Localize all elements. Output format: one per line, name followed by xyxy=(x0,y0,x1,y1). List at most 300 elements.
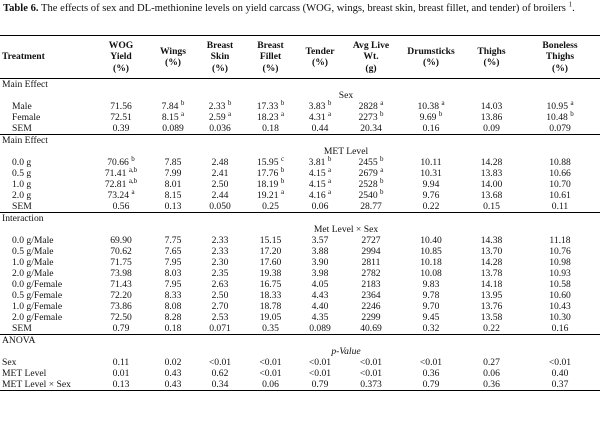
table-cell xyxy=(297,290,343,301)
table-cell xyxy=(520,246,600,257)
table-cell xyxy=(92,257,150,268)
cell-value: 14.28 xyxy=(480,157,503,168)
cell-value: 0.06 xyxy=(262,379,279,390)
table-cell xyxy=(463,179,520,190)
column-header-breast-skin xyxy=(196,36,244,79)
cell-value: 17.76 xyxy=(256,168,279,179)
table-cell xyxy=(463,357,520,368)
table-cell xyxy=(150,123,196,135)
table-cell xyxy=(463,312,520,323)
cell-value: 0.089 xyxy=(162,123,184,134)
cell-value: 2.33 xyxy=(211,246,229,257)
cell-value: 0.15 xyxy=(483,201,500,212)
caption-text: The effects of sex and DL-methionine levels on yield carcass (WOG, wings, breast skin, breast fillet, and tender) of broilers xyxy=(41,3,566,14)
cell-value: 0.40 xyxy=(551,368,569,379)
section-heading-row xyxy=(0,213,600,225)
column-header-tender xyxy=(297,36,343,79)
cell-value: 0.79 xyxy=(422,379,440,390)
table-caption xyxy=(3,2,597,16)
table-cell xyxy=(399,268,463,279)
table-cell xyxy=(399,157,463,168)
row-label-text: Male xyxy=(12,101,32,112)
significance-letter: b xyxy=(380,109,384,118)
row-label xyxy=(0,168,92,179)
row-label-text: 0.0 g/Female xyxy=(12,279,63,290)
cell-value: 71.56 xyxy=(110,101,132,112)
significance-letter: a xyxy=(228,109,232,118)
row-label xyxy=(0,179,92,190)
column-header-line: (%) xyxy=(423,57,439,68)
table-cell xyxy=(196,123,244,135)
cell-value: 0.62 xyxy=(211,368,229,379)
significance-letter: a xyxy=(280,109,285,118)
table-cell xyxy=(399,379,463,391)
cell-value: 0.35 xyxy=(262,323,279,334)
table-cell xyxy=(520,357,600,368)
table-row xyxy=(0,290,600,301)
cell-value: 0.43 xyxy=(164,379,182,390)
table-cell xyxy=(343,312,399,323)
section-subheading xyxy=(92,224,600,235)
section-heading xyxy=(0,135,600,147)
table-cell xyxy=(520,123,600,135)
row-label xyxy=(0,301,92,312)
row-label xyxy=(0,357,92,368)
cell-value: 0.27 xyxy=(483,357,500,368)
table-cell xyxy=(244,109,297,123)
cell-value: 2.44 xyxy=(211,190,229,201)
table-cell xyxy=(343,165,399,179)
cell-value: 18.78 xyxy=(259,301,282,312)
column-header-line: Thighs xyxy=(477,45,506,57)
table-cell xyxy=(244,154,297,168)
table-cell xyxy=(244,290,297,301)
cell-value: 0.373 xyxy=(360,379,382,390)
cell-value: 2679 xyxy=(358,168,378,179)
table-cell xyxy=(399,246,463,257)
table-cell xyxy=(463,268,520,279)
table-cell xyxy=(244,201,297,213)
table-cell xyxy=(244,257,297,268)
cell-value: 10.93 xyxy=(549,268,571,279)
column-header-line: WOG xyxy=(108,39,134,51)
cell-value: 4.43 xyxy=(311,290,329,301)
row-label-text: 0.0 g xyxy=(12,157,32,168)
table-cell xyxy=(150,290,196,301)
table-cell xyxy=(297,246,343,257)
cell-value: 0.37 xyxy=(551,379,569,390)
significance-letter: a xyxy=(328,165,332,174)
significance-letter: a xyxy=(441,98,445,107)
table-cell xyxy=(343,154,399,168)
spacer-cell xyxy=(0,346,92,357)
cell-value: 4.35 xyxy=(311,312,329,323)
cell-value: 19.38 xyxy=(259,268,282,279)
row-label xyxy=(0,101,92,112)
table-cell xyxy=(343,290,399,301)
table-cell xyxy=(343,257,399,268)
significance-letter: a,b xyxy=(128,176,138,185)
significance-letter: b xyxy=(380,154,384,163)
cell-value: 2455 xyxy=(358,157,378,168)
section-subheading-row xyxy=(0,346,600,357)
table-cell xyxy=(150,201,196,213)
table-cell xyxy=(92,379,150,391)
table-cell xyxy=(297,123,343,135)
table-cell xyxy=(92,176,150,190)
table-cell xyxy=(196,98,244,112)
cell-value: 17.20 xyxy=(259,246,282,257)
cell-value: 72.51 xyxy=(110,112,132,123)
cell-value: 0.02 xyxy=(164,357,182,368)
table-row xyxy=(0,168,600,179)
cell-value: 0.01 xyxy=(112,368,130,379)
cell-value: 7.99 xyxy=(164,168,182,179)
cell-value: 9.70 xyxy=(422,301,440,312)
table-row xyxy=(0,123,600,135)
cell-value: 14.03 xyxy=(480,101,503,112)
cell-value: 0.13 xyxy=(164,201,182,212)
cell-value: 3.98 xyxy=(311,268,329,279)
table-cell xyxy=(399,201,463,213)
section-subheading xyxy=(92,90,600,101)
table-cell xyxy=(150,312,196,323)
table-cell xyxy=(297,201,343,213)
significance-letter: b xyxy=(380,176,384,185)
cell-value: 10.95 xyxy=(546,101,569,112)
significance-letter: b xyxy=(280,176,285,185)
cell-value: 13.78 xyxy=(480,268,503,279)
row-label-text: 0.5 g xyxy=(12,168,32,179)
cell-value: 9.76 xyxy=(422,190,440,201)
cell-value: 40.69 xyxy=(360,323,382,334)
cell-value: 8.03 xyxy=(164,268,182,279)
table-cell xyxy=(196,235,244,246)
row-label-text: 0.0 g/Male xyxy=(12,235,54,246)
column-header-line: (%) xyxy=(262,62,279,74)
cell-value: 10.58 xyxy=(549,279,571,290)
table-cell xyxy=(297,154,343,168)
column-header-line: (%) xyxy=(212,62,228,74)
spacer-cell xyxy=(0,90,92,101)
table-cell xyxy=(343,201,399,213)
cell-value: 0.09 xyxy=(483,123,500,134)
significance-letter: b xyxy=(438,109,443,118)
significance-letter: a xyxy=(131,187,135,196)
cell-value: 10.85 xyxy=(420,246,442,257)
cell-value: 2246 xyxy=(361,301,381,312)
table-cell xyxy=(463,301,520,312)
cell-value: 2.50 xyxy=(211,290,229,301)
table-cell xyxy=(520,312,600,323)
column-header-line: Tender xyxy=(305,45,335,57)
table-cell xyxy=(150,179,196,190)
significance-letter: b xyxy=(131,154,135,163)
column-header-line: (%) xyxy=(483,57,500,68)
cell-value: 10.30 xyxy=(549,312,571,323)
table-cell xyxy=(343,109,399,123)
cell-value: 2782 xyxy=(361,268,381,279)
cell-value: 7.95 xyxy=(164,257,182,268)
column-header-thighs xyxy=(463,36,520,79)
table-cell xyxy=(92,312,150,323)
cell-value: 8.15 xyxy=(164,190,182,201)
table-cell xyxy=(244,246,297,257)
table-cell xyxy=(297,109,343,123)
table-row xyxy=(0,201,600,213)
cell-value: 0.071 xyxy=(209,323,231,334)
cell-value: 10.76 xyxy=(549,246,571,257)
cell-value: 0.36 xyxy=(422,368,440,379)
column-header-line: Thighs xyxy=(545,51,575,63)
cell-value: 2.48 xyxy=(211,157,229,168)
table-row xyxy=(0,179,600,190)
row-label-text: 2.0 g/Female xyxy=(12,312,63,323)
cell-value: 11.18 xyxy=(549,235,571,246)
cell-value: 72.50 xyxy=(110,312,132,323)
row-label xyxy=(0,190,92,201)
cell-value: 10.08 xyxy=(420,268,442,279)
cell-value: 7.85 xyxy=(164,157,182,168)
cell-value: 0.34 xyxy=(211,379,229,390)
cell-value: 15.15 xyxy=(259,235,282,246)
table-row xyxy=(0,368,600,379)
row-label-text: 1.0 g/Female xyxy=(12,301,63,312)
significance-letter: b xyxy=(570,109,574,118)
row-label xyxy=(0,201,92,213)
table-cell xyxy=(399,109,463,123)
cell-value: 18.23 xyxy=(256,112,279,123)
section-subheading-text: Met Level × Sex xyxy=(313,224,379,235)
table-cell xyxy=(520,157,600,168)
table-cell xyxy=(297,176,343,190)
section-heading-text: Main Effect xyxy=(2,135,48,146)
spacer-cell xyxy=(0,224,92,235)
table-cell xyxy=(297,268,343,279)
table-row xyxy=(0,268,600,279)
cell-value: 2528 xyxy=(358,179,378,190)
cell-value: 2299 xyxy=(361,312,381,323)
column-header-drumsticks xyxy=(399,36,463,79)
row-label-text: SEM xyxy=(12,123,32,134)
table-cell xyxy=(520,168,600,179)
table-cell xyxy=(196,246,244,257)
table-cell xyxy=(399,98,463,112)
table-cell xyxy=(297,98,343,112)
cell-value: 0.050 xyxy=(209,201,231,212)
table-cell xyxy=(463,112,520,123)
column-header-line: Skin xyxy=(210,51,230,63)
cell-value: <0.01 xyxy=(308,357,332,368)
row-label-text: Sex xyxy=(2,357,17,368)
section-subheading-text: MET Level xyxy=(323,146,369,157)
cell-value: <0.01 xyxy=(359,368,383,379)
table-cell xyxy=(196,290,244,301)
cell-value: <0.01 xyxy=(308,368,332,379)
table-cell xyxy=(520,301,600,312)
table-cell xyxy=(244,279,297,290)
table-cell xyxy=(463,101,520,112)
table-cell xyxy=(150,98,196,112)
table-cell xyxy=(196,357,244,368)
cell-value: 13.95 xyxy=(480,290,503,301)
cell-value: 8.08 xyxy=(164,301,182,312)
table-row xyxy=(0,279,600,290)
section-subheading xyxy=(92,146,600,157)
cell-value: 3.83 xyxy=(308,101,326,112)
table-row xyxy=(0,357,600,368)
cell-value: 2273 xyxy=(358,112,378,123)
column-header-line: (%) xyxy=(312,57,328,68)
table-row xyxy=(0,190,600,201)
row-label xyxy=(0,157,92,168)
cell-value: 0.79 xyxy=(311,379,329,390)
table-cell xyxy=(399,257,463,268)
table-cell xyxy=(520,368,600,379)
row-label xyxy=(0,112,92,123)
table-cell xyxy=(343,268,399,279)
table-cell xyxy=(150,246,196,257)
table-cell xyxy=(463,279,520,290)
table-cell xyxy=(463,246,520,257)
cell-value: 10.11 xyxy=(420,157,442,168)
cell-value: 10.48 xyxy=(546,112,568,123)
cell-value: <0.01 xyxy=(419,357,443,368)
cell-value: 20.34 xyxy=(360,123,382,134)
column-header-line: (g) xyxy=(365,62,377,74)
row-label xyxy=(0,379,92,391)
table-cell xyxy=(196,168,244,179)
significance-letter: a xyxy=(570,98,574,107)
table-cell xyxy=(244,98,297,112)
column-header-avg-live-wt-g xyxy=(343,36,399,79)
cell-value: 19.05 xyxy=(259,312,282,323)
cell-value: 0.39 xyxy=(112,123,130,134)
table-cell xyxy=(343,235,399,246)
cell-value: 10.61 xyxy=(549,190,571,201)
cell-value: 0.43 xyxy=(164,368,182,379)
cell-value: 0.22 xyxy=(422,201,440,212)
cell-value: 14.38 xyxy=(480,235,503,246)
row-label xyxy=(0,257,92,268)
table-cell xyxy=(196,268,244,279)
cell-value: 2.53 xyxy=(211,312,229,323)
table-cell xyxy=(297,379,343,391)
section-heading-text: Main Effect xyxy=(2,79,48,90)
table-cell xyxy=(196,312,244,323)
cell-value: 0.11 xyxy=(112,357,130,368)
row-label xyxy=(0,312,92,323)
cell-value: 7.75 xyxy=(164,235,182,246)
significance-letter: b xyxy=(180,98,185,107)
table-row xyxy=(0,246,600,257)
table-cell xyxy=(520,98,600,112)
cell-value: 0.18 xyxy=(262,123,279,134)
cell-value: 18.33 xyxy=(259,290,282,301)
table-cell xyxy=(244,323,297,335)
table-cell xyxy=(150,323,196,335)
section-heading xyxy=(0,335,600,347)
table-cell xyxy=(196,257,244,268)
table-cell xyxy=(463,323,520,335)
table-cell xyxy=(196,368,244,379)
table-cell xyxy=(399,190,463,201)
table-row xyxy=(0,379,600,391)
section-heading-row xyxy=(0,79,600,91)
row-label-text: 1.0 g xyxy=(12,179,32,190)
table-cell xyxy=(244,301,297,312)
table-cell xyxy=(92,323,150,335)
row-label xyxy=(0,235,92,246)
cell-value: 0.56 xyxy=(112,201,130,212)
column-header-breast-fillet xyxy=(244,36,297,79)
cell-value: 0.13 xyxy=(112,379,130,390)
table-row xyxy=(0,312,600,323)
cell-value: 3.57 xyxy=(311,235,329,246)
column-header-line: Drumsticks xyxy=(407,45,455,57)
header-row xyxy=(0,36,600,79)
significance-letter: a xyxy=(328,109,332,118)
table-cell xyxy=(343,123,399,135)
cell-value: 0.06 xyxy=(311,201,329,212)
table-cell xyxy=(297,357,343,368)
significance-letter: b xyxy=(327,98,332,107)
significance-letter: a xyxy=(380,165,384,174)
column-header-line: Boneless xyxy=(542,39,578,51)
table-cell xyxy=(520,179,600,190)
significance-letter: b xyxy=(227,98,232,107)
cell-value: 15.95 xyxy=(256,157,279,168)
table-cell xyxy=(92,187,150,201)
table-cell xyxy=(399,123,463,135)
section-subheading-row xyxy=(0,90,600,101)
table-row xyxy=(0,157,600,168)
table-cell xyxy=(244,165,297,179)
table-cell xyxy=(92,301,150,312)
cell-value: 9.78 xyxy=(422,290,440,301)
table-cell xyxy=(463,123,520,135)
table-cell xyxy=(244,368,297,379)
table-cell xyxy=(520,190,600,201)
column-header-line: Avg Live xyxy=(352,39,390,51)
cell-value: 7.84 xyxy=(161,101,179,112)
section-heading xyxy=(0,213,600,225)
cell-value: 10.98 xyxy=(549,257,571,268)
cell-value: 14.28 xyxy=(480,257,503,268)
cell-value: 0.25 xyxy=(262,201,279,212)
table-cell xyxy=(463,379,520,391)
cell-value: 2.33 xyxy=(211,235,229,246)
cell-value: 8.33 xyxy=(164,290,182,301)
table-cell xyxy=(196,323,244,335)
significance-letter: b xyxy=(380,187,384,196)
cell-value: 13.83 xyxy=(480,168,503,179)
table-cell xyxy=(244,268,297,279)
table-row xyxy=(0,235,600,246)
cell-value: 73.24 xyxy=(107,190,130,201)
table-row xyxy=(0,257,600,268)
table-cell xyxy=(150,235,196,246)
cell-value: 2.70 xyxy=(211,301,229,312)
cell-value: 0.036 xyxy=(209,123,231,134)
table-cell xyxy=(463,290,520,301)
table-row xyxy=(0,323,600,335)
cell-value: 4.31 xyxy=(308,112,326,123)
table-row xyxy=(0,301,600,312)
table-cell xyxy=(196,190,244,201)
table-cell xyxy=(297,323,343,335)
significance-letter: b xyxy=(327,154,332,163)
